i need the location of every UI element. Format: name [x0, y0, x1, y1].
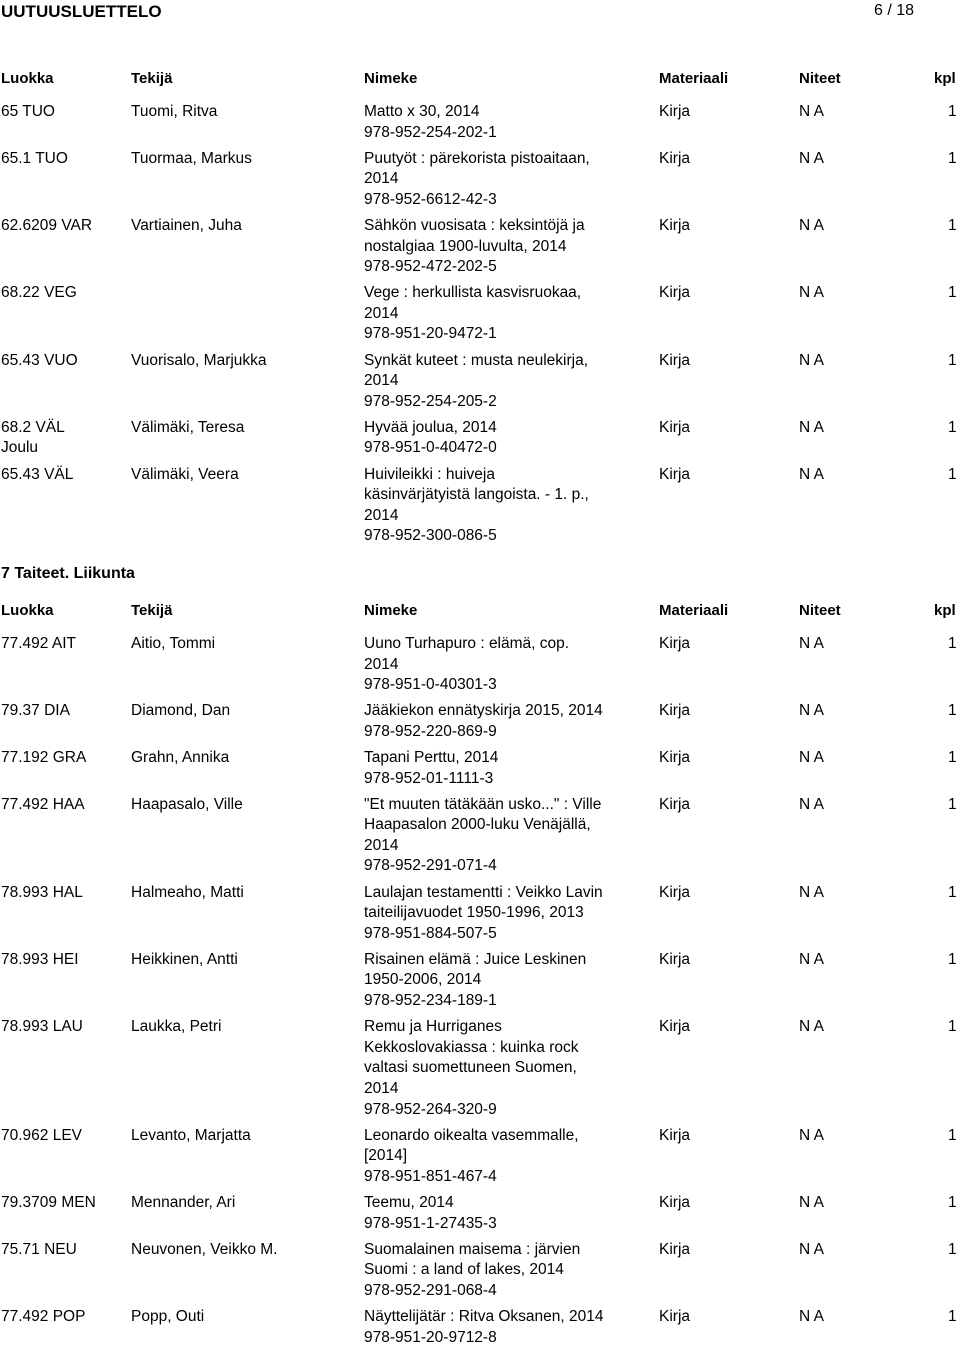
- niteet-cell: N A: [799, 418, 824, 436]
- nimeke-cell: [364, 102, 497, 143]
- column-header-materiaali: Materiaali: [659, 602, 729, 619]
- nimeke-line: 978-952-01-1111-3: [364, 769, 494, 787]
- kpl-cell: 1: [948, 1307, 957, 1325]
- kpl-cell: 1: [948, 883, 957, 901]
- tekija-cell: Mennander, Ari: [131, 1193, 236, 1211]
- nimeke-cell: [364, 883, 603, 945]
- nimeke-line: 1950-2006, 2014: [364, 971, 482, 989]
- nimeke-line: [2014]: [364, 1147, 408, 1165]
- nimeke-line: 978-952-220-869-9: [364, 722, 497, 740]
- catalog-row: [0, 351, 960, 418]
- luokka-cell: 65 TUO: [1, 103, 55, 120]
- nimeke-line: 978-952-300-086-5: [364, 527, 497, 545]
- nimeke-cell: [364, 351, 588, 413]
- nimeke-line: 978-952-254-205-2: [364, 392, 497, 410]
- niteet-cell: N A: [799, 950, 824, 968]
- nimeke-line: 978-952-472-202-5: [364, 258, 497, 276]
- nimeke-line: 978-951-0-40472-0: [364, 439, 497, 457]
- nimeke-line: Teemu, 2014: [364, 1193, 454, 1211]
- nimeke-cell: [364, 950, 586, 1012]
- catalog-row: [0, 283, 960, 350]
- catalog-row: [0, 216, 960, 283]
- kpl-cell: 1: [948, 950, 957, 968]
- tekija-cell: Levanto, Marjatta: [131, 1126, 251, 1144]
- tekija-cell: Laukka, Petri: [131, 1018, 222, 1036]
- niteet-cell: N A: [799, 149, 824, 167]
- materiaali-cell: Kirja: [659, 795, 691, 813]
- nimeke-line: Puutyöt : pärekorista pistoaitaan,: [364, 149, 590, 167]
- page-number: 6 / 18: [873, 2, 914, 19]
- nimeke-cell: [364, 1240, 580, 1302]
- materiaali-cell: Kirja: [659, 635, 691, 652]
- nimeke-line: 978-952-6612-42-3: [364, 190, 497, 208]
- nimeke-line: 978-952-264-320-9: [364, 1100, 497, 1118]
- nimeke-line: 978-952-254-202-1: [364, 123, 497, 141]
- materiaali-cell: Kirja: [659, 418, 691, 436]
- nimeke-line: valtasi suomettuneen Suomen,: [364, 1059, 577, 1077]
- nimeke-line: taiteilijavuodet 1950-1996, 2013: [364, 904, 584, 922]
- materiaali-cell: Kirja: [659, 103, 691, 120]
- nimeke-line: Remu ja Hurriganes: [364, 1018, 502, 1036]
- column-header-luokka: Luokka: [1, 602, 54, 619]
- nimeke-line: 978-952-291-068-4: [364, 1281, 497, 1299]
- kpl-cell: 1: [948, 748, 957, 766]
- column-header-kpl: kpl: [934, 602, 956, 619]
- column-header-tekija: Tekijä: [131, 602, 173, 619]
- niteet-cell: N A: [799, 883, 824, 901]
- niteet-cell: N A: [799, 103, 824, 120]
- column-header-kpl: kpl: [934, 70, 956, 87]
- luokka-cell: 79.3709 MEN: [1, 1193, 96, 1211]
- catalog-row: [0, 1240, 960, 1307]
- materiaali-cell: Kirja: [659, 149, 691, 167]
- tekija-cell: Grahn, Annika: [131, 748, 230, 766]
- luokka-cell: 62.6209 VAR: [1, 216, 93, 234]
- materiaali-cell: Kirja: [659, 351, 691, 369]
- catalog-row: [0, 1017, 960, 1126]
- catalog-row: [0, 149, 960, 216]
- luokka-cell: 77.492 POP: [1, 1307, 86, 1325]
- tekija-cell: Heikkinen, Antti: [131, 950, 238, 968]
- nimeke-line: Synkät kuteet : musta neulekirja,: [364, 351, 589, 369]
- kpl-cell: 1: [948, 284, 957, 302]
- materiaali-cell: Kirja: [659, 1193, 691, 1211]
- niteet-cell: N A: [799, 1240, 824, 1258]
- nimeke-line: Haapasalon 2000-luku Venäjällä,: [364, 816, 591, 834]
- catalog-row: [0, 701, 960, 748]
- catalog-row: [0, 883, 960, 950]
- luokka-cell: 77.492 HAA: [1, 795, 85, 813]
- column-header-nimeke: Nimeke: [364, 602, 418, 619]
- materiaali-cell: Kirja: [659, 1126, 691, 1144]
- catalog-row: [0, 418, 960, 465]
- catalog-row: [0, 795, 960, 883]
- nimeke-line: 2014: [364, 506, 399, 524]
- luokka-cell: 78.993 LAU: [1, 1018, 83, 1036]
- niteet-cell: N A: [799, 748, 824, 766]
- nimeke-cell: [364, 795, 601, 877]
- kpl-cell: 1: [948, 103, 957, 120]
- catalog-rows-section-2: [0, 634, 960, 1354]
- niteet-cell: N A: [799, 284, 824, 302]
- niteet-cell: N A: [799, 465, 824, 483]
- materiaali-cell: Kirja: [659, 883, 691, 901]
- niteet-cell: N A: [799, 216, 824, 234]
- tekija-cell: Halmeaho, Matti: [131, 883, 244, 901]
- nimeke-line: "Et muuten tätäkään usko..." : Ville: [364, 795, 602, 813]
- materiaali-cell: Kirja: [659, 284, 691, 302]
- nimeke-line: 2014: [364, 836, 399, 854]
- nimeke-cell: [364, 1017, 579, 1120]
- niteet-cell: N A: [799, 1193, 824, 1211]
- nimeke-line: Risainen elämä : Juice Leskinen: [364, 950, 587, 968]
- luokka-cell: 78.993 HAL: [1, 883, 83, 901]
- nimeke-cell: [364, 701, 603, 742]
- nimeke-line: 978-951-20-9472-1: [364, 325, 497, 343]
- materiaali-cell: Kirja: [659, 950, 691, 968]
- kpl-cell: 1: [948, 418, 957, 436]
- kpl-cell: 1: [948, 1193, 957, 1211]
- column-header-row: [0, 70, 960, 90]
- nimeke-line: 978-951-1-27435-3: [364, 1214, 497, 1232]
- nimeke-line: Leonardo oikealta vasemmalle,: [364, 1126, 579, 1144]
- nimeke-cell: [364, 149, 590, 211]
- tekija-cell: Diamond, Dan: [131, 702, 231, 720]
- nimeke-line: Kekkoslovakiassa : kuinka rock: [364, 1038, 579, 1056]
- nimeke-line: Suomalainen maisema : järvien: [364, 1240, 581, 1258]
- nimeke-line: 978-951-851-467-4: [364, 1167, 497, 1185]
- column-header-nimeke: Nimeke: [364, 70, 418, 87]
- catalog-row: [0, 1126, 960, 1193]
- niteet-cell: N A: [799, 702, 824, 720]
- column-header-tekija: Tekijä: [131, 70, 173, 87]
- kpl-cell: 1: [948, 635, 957, 652]
- column-header-materiaali: Materiaali: [659, 70, 729, 87]
- tekija-cell: Neuvonen, Veikko M.: [131, 1240, 278, 1258]
- luokka-cell: 75.71 NEU: [1, 1240, 77, 1258]
- nimeke-line: nostalgiaa 1900-luvulta, 2014: [364, 237, 567, 255]
- nimeke-cell: [364, 216, 585, 278]
- tekija-cell: Välimäki, Teresa: [131, 418, 245, 436]
- nimeke-line: 978-951-0-40301-3: [364, 676, 497, 694]
- niteet-cell: N A: [799, 795, 824, 813]
- document-title: UUTUUSLUETTELO: [1, 2, 162, 21]
- kpl-cell: 1: [948, 351, 957, 369]
- nimeke-line: Matto x 30, 2014: [364, 103, 480, 120]
- kpl-cell: 1: [948, 1240, 957, 1258]
- nimeke-line: 978-951-20-9712-8: [364, 1328, 497, 1346]
- nimeke-line: 2014: [364, 655, 399, 673]
- catalog-row: [0, 748, 960, 795]
- nimeke-line: Suomi : a land of lakes, 2014: [364, 1261, 564, 1279]
- kpl-cell: 1: [948, 465, 957, 483]
- nimeke-line: Jääkiekon ennätyskirja 2015, 2014: [364, 702, 603, 720]
- niteet-cell: N A: [799, 1307, 824, 1325]
- niteet-cell: N A: [799, 1018, 824, 1036]
- catalog-row: [0, 1193, 960, 1240]
- nimeke-line: Uuno Turhapuro : elämä, cop.: [364, 635, 570, 652]
- catalog-row: [0, 950, 960, 1017]
- tekija-cell: Aitio, Tommi: [131, 635, 216, 652]
- nimeke-line: Vege : herkullista kasvisruokaa,: [364, 284, 582, 302]
- column-header-luokka: Luokka: [1, 70, 54, 87]
- kpl-cell: 1: [948, 702, 957, 720]
- niteet-cell: N A: [799, 351, 824, 369]
- luokka-cell: 78.993 HEI: [1, 950, 79, 968]
- nimeke-cell: [364, 465, 589, 547]
- catalog-row: [0, 102, 960, 149]
- nimeke-line: 2014: [364, 372, 399, 390]
- nimeke-line: Huivileikki : huiveja: [364, 465, 495, 483]
- nimeke-cell: [364, 1307, 604, 1348]
- nimeke-line: 2014: [364, 170, 399, 188]
- nimeke-line: 978-952-234-189-1: [364, 992, 497, 1010]
- catalog-rows-section-1: [0, 102, 960, 552]
- luokka-cell: 68.2 VÄL Joulu: [1, 418, 65, 457]
- column-header-row: [0, 602, 960, 622]
- luokka-cell: 79.37 DIA: [1, 702, 70, 720]
- nimeke-cell: [364, 283, 581, 345]
- materiaali-cell: Kirja: [659, 465, 691, 483]
- luokka-cell: 65.43 VÄL: [1, 465, 74, 483]
- nimeke-cell: [364, 634, 569, 696]
- kpl-cell: 1: [948, 149, 957, 167]
- column-header-niteet: Niteet: [799, 602, 841, 619]
- nimeke-line: Tapani Perttu, 2014: [364, 748, 499, 766]
- nimeke-line: Laulajan testamentti : Veikko Lavin: [364, 883, 603, 901]
- niteet-cell: N A: [799, 635, 824, 652]
- luokka-cell: 65.43 VUO: [1, 351, 78, 369]
- kpl-cell: 1: [948, 1018, 957, 1036]
- materiaali-cell: Kirja: [659, 1240, 691, 1258]
- kpl-cell: 1: [948, 1126, 957, 1144]
- nimeke-line: 2014: [364, 304, 399, 322]
- nimeke-cell: [364, 748, 498, 789]
- luokka-cell: 77.192 GRA: [1, 748, 87, 766]
- tekija-cell: Vuorisalo, Marjukka: [131, 351, 267, 369]
- tekija-cell: Välimäki, Veera: [131, 465, 239, 483]
- nimeke-cell: [364, 418, 497, 459]
- materiaali-cell: Kirja: [659, 1307, 691, 1325]
- kpl-cell: 1: [948, 795, 957, 813]
- nimeke-cell: [364, 1193, 497, 1234]
- section-title: 7 Taiteet. Liikunta: [1, 565, 135, 582]
- tekija-cell: Popp, Outi: [131, 1307, 205, 1325]
- niteet-cell: N A: [799, 1126, 824, 1144]
- nimeke-line: Näyttelijätär : Ritva Oksanen, 2014: [364, 1307, 604, 1325]
- luokka-cell: 77.492 AIT: [1, 635, 76, 652]
- nimeke-line: käsinvärjätyistä langoista. - 1. p.,: [364, 486, 589, 504]
- catalog-row: [0, 465, 960, 553]
- column-header-niteet: Niteet: [799, 70, 841, 87]
- catalog-row: [0, 1307, 960, 1354]
- nimeke-line: 978-952-291-071-4: [364, 857, 497, 875]
- luokka-cell: 70.962 LEV: [1, 1126, 83, 1144]
- tekija-cell: Vartiainen, Juha: [131, 216, 242, 234]
- nimeke-line: Sähkön vuosisata : keksintöjä ja: [364, 216, 585, 234]
- nimeke-line: 2014: [364, 1079, 399, 1097]
- kpl-cell: 1: [948, 216, 957, 234]
- nimeke-line: 978-951-884-507-5: [364, 924, 497, 942]
- tekija-cell: Haapasalo, Ville: [131, 795, 243, 813]
- materiaali-cell: Kirja: [659, 216, 691, 234]
- catalog-row: [0, 634, 960, 701]
- tekija-cell: Tuormaa, Markus: [131, 149, 252, 167]
- luokka-cell: 68.22 VEG: [1, 284, 77, 302]
- nimeke-line: Hyvää joulua, 2014: [364, 418, 497, 436]
- materiaali-cell: Kirja: [659, 748, 691, 766]
- materiaali-cell: Kirja: [659, 702, 691, 720]
- tekija-cell: Tuomi, Ritva: [131, 103, 218, 120]
- nimeke-cell: [364, 1126, 579, 1188]
- luokka-cell: 65.1 TUO: [1, 149, 68, 167]
- materiaali-cell: Kirja: [659, 1018, 691, 1036]
